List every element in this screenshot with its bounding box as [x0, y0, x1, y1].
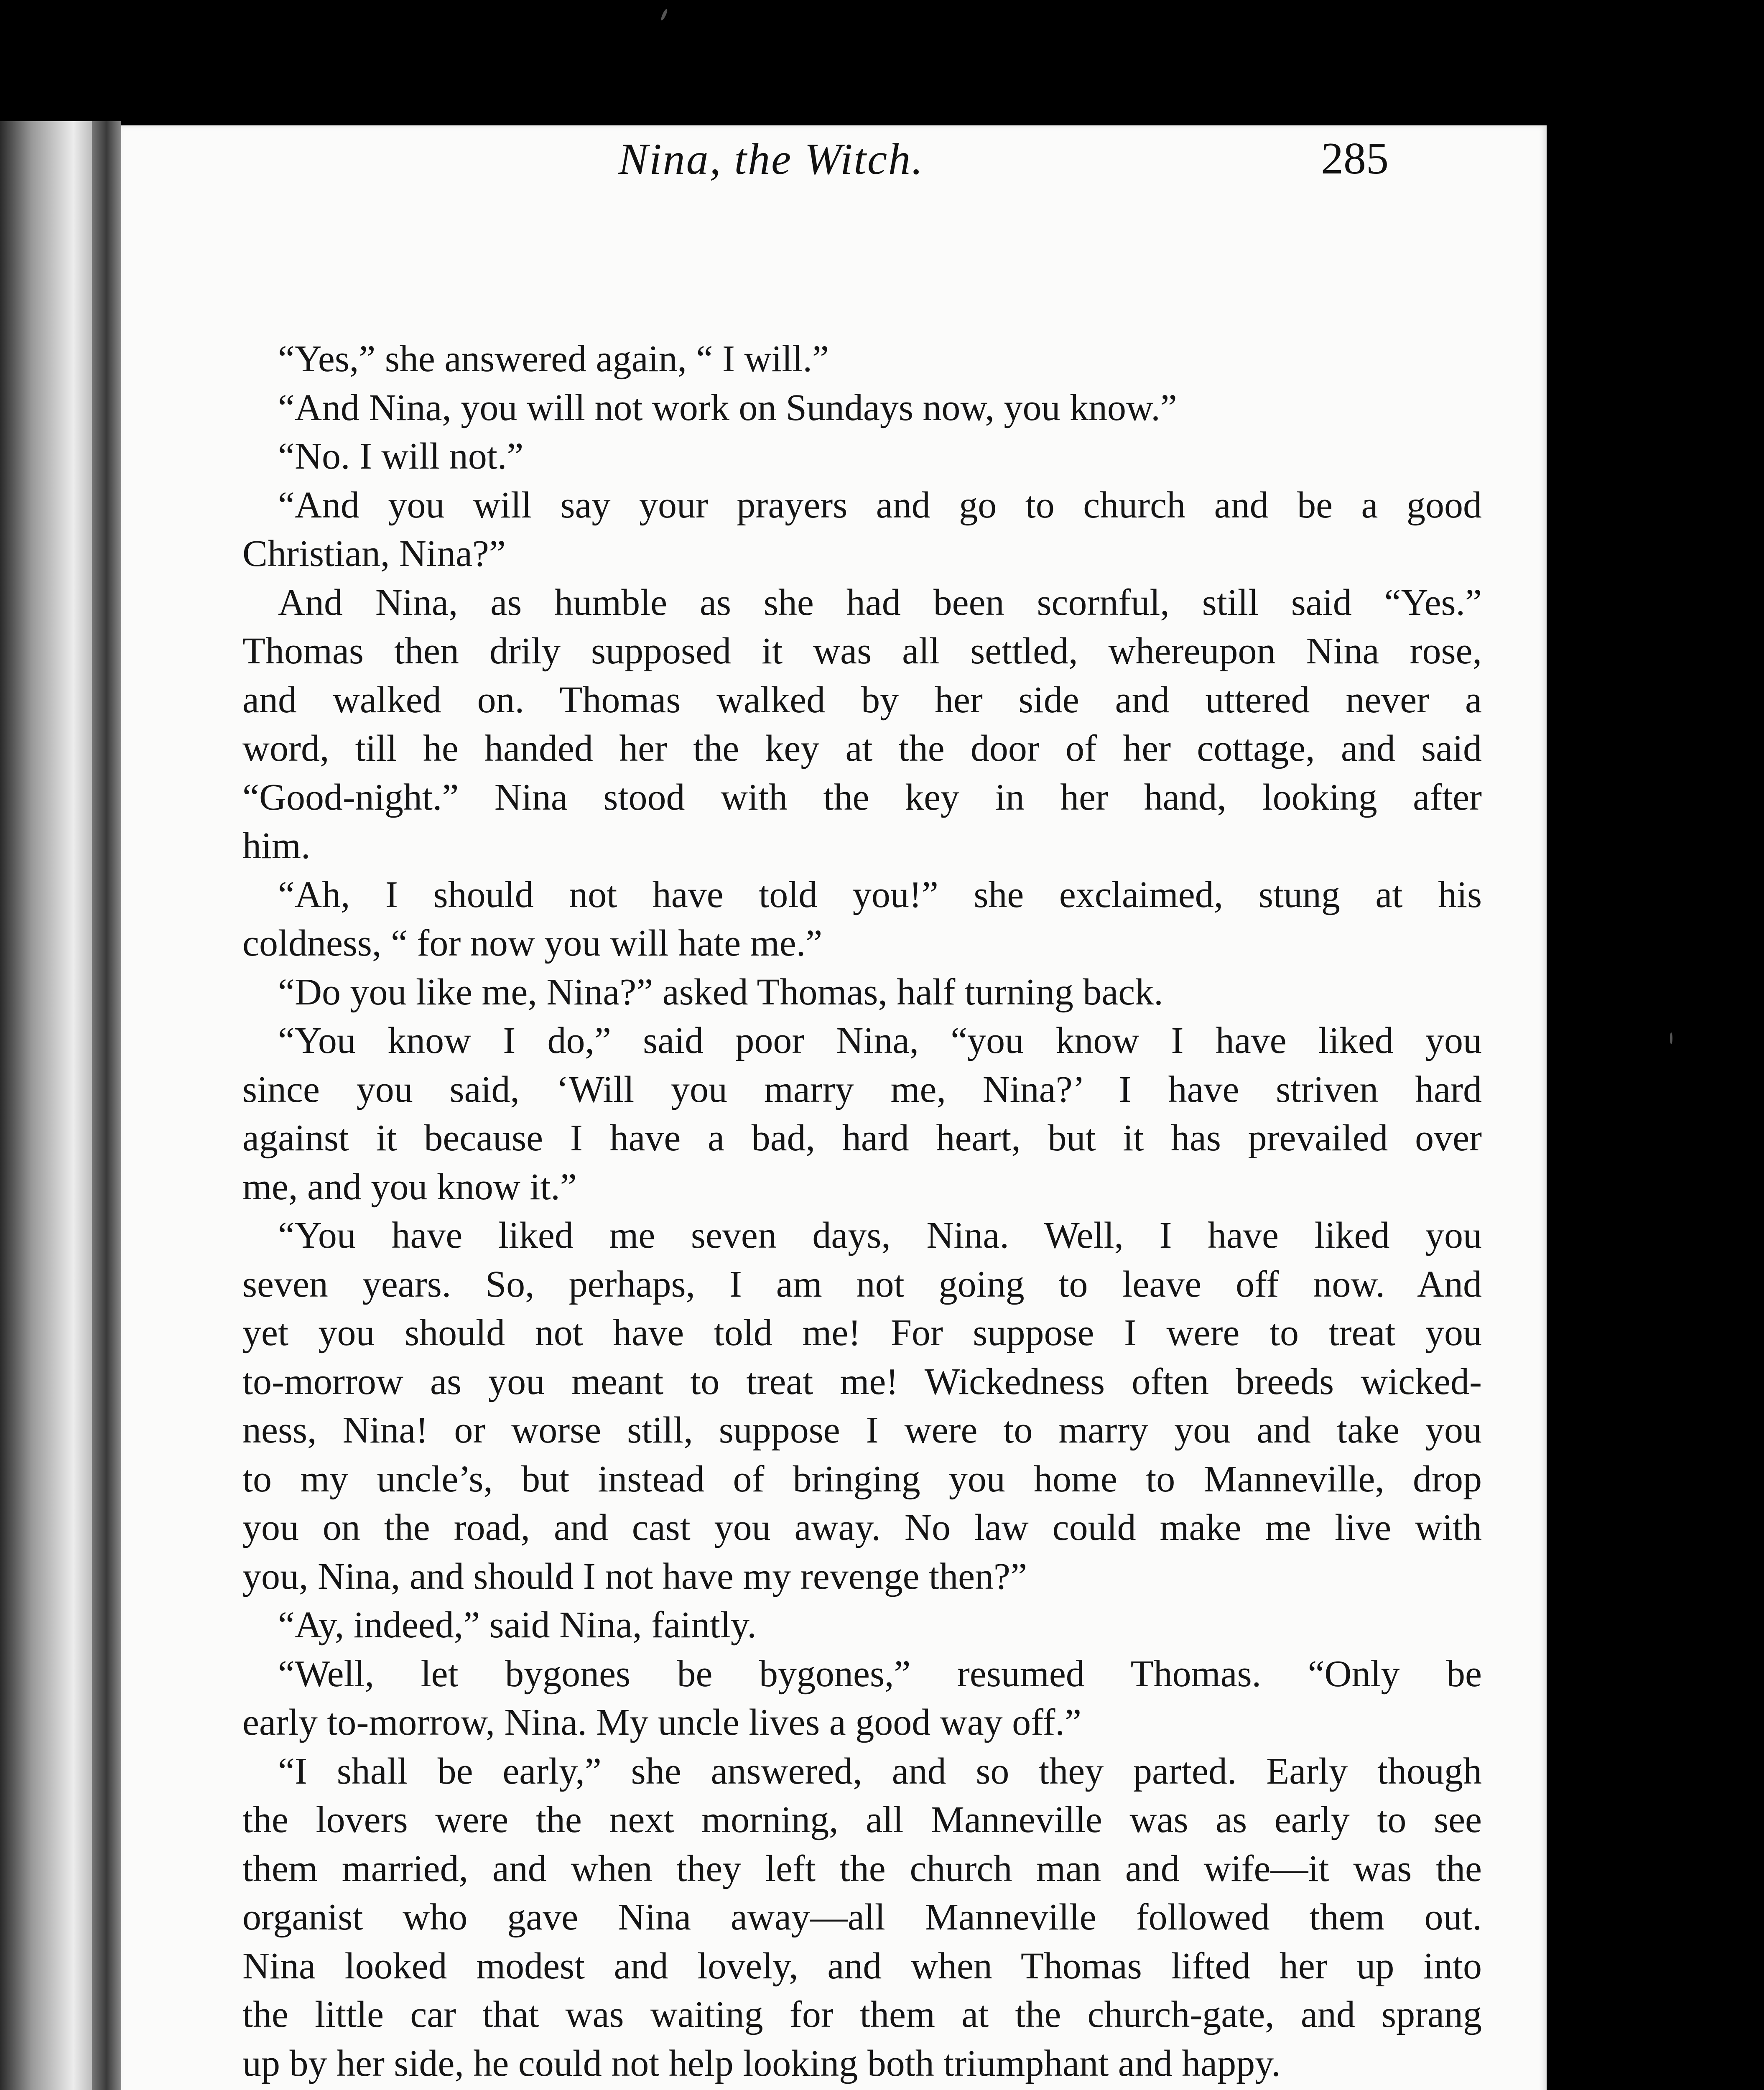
text-line: and walked on. Thomas walked by her side and uttered never a: [242, 679, 1482, 721]
adjacent-page-edge: [0, 121, 92, 2090]
text-line: “Yes,” she answered again, “ I will.”: [278, 338, 829, 380]
running-head-title: Nina, the Witch.: [618, 135, 924, 184]
text-line: up by her side, he could not help looking both triumphant and happy.: [242, 2042, 1281, 2084]
text-line: them married, and when they left the church man and wife—it was the: [242, 1848, 1482, 1889]
text-line: “Ay, indeed,” said Nina, faintly.: [278, 1604, 757, 1646]
text-line: ness, Nina! or worse still, suppose I were to marry you and take you: [242, 1409, 1482, 1451]
text-line: Christian, Nina?”: [242, 533, 506, 574]
text-line: “Ah, I should not have told you!” she exclaimed, stung at his: [278, 874, 1482, 915]
page-number: 285: [1321, 134, 1389, 184]
text-line: to-morrow as you meant to treat me! Wickedness often breeds wicked-: [242, 1361, 1482, 1402]
text-line: me, and you know it.”: [242, 1166, 577, 1208]
text-line: “I shall be early,” she answered, and so they parted. Early though: [278, 1750, 1482, 1792]
text-line: to my uncle’s, but instead of bringing you home to Manneville, drop: [242, 1458, 1482, 1500]
text-line: word, till he handed her the key at the door of her cottage, and said: [242, 728, 1482, 769]
text-line: organist who gave Nina away—all Manneville followed them out.: [242, 1896, 1482, 1938]
scan-speck: [660, 8, 668, 21]
text-line: Thomas then drily supposed it was all settled, whereupon Nina rose,: [242, 630, 1482, 672]
text-line: Nina looked modest and lovely, and when Thomas lifted her up into: [242, 1945, 1482, 1987]
text-line: seven years. So, perhaps, I am not going to leave off now. And: [242, 1263, 1482, 1305]
text-line: [242, 2087, 1482, 2090]
text-line: you, Nina, and should I not have my revenge then?”: [242, 1555, 1027, 1597]
text-line: you on the road, and cast you away. No law could make me live with: [242, 1507, 1482, 1548]
text-line: “Well, let bygones be bygones,” resumed Thomas. “Only be: [278, 1653, 1482, 1695]
text-line: “You know I do,” said poor Nina, “you know I have liked you: [278, 1020, 1482, 1061]
text-line: And Nina, as humble as she had been scornful, still said “Yes.”: [278, 581, 1482, 623]
text-line: him.: [242, 825, 311, 867]
text-line: yet you should not have told me! For suppose I were to treat you: [242, 1312, 1482, 1353]
scan-speck: [1670, 1032, 1672, 1044]
text-line: “You have liked me seven days, Nina. Well, I have liked you: [278, 1215, 1482, 1256]
text-line: coldness, “ for now you will hate me.”: [242, 923, 823, 964]
text-line: early to-morrow, Nina. My uncle lives a good way off.”: [242, 1702, 1081, 1743]
text-line: “And Nina, you will not work on Sundays now, you know.”: [278, 387, 1177, 428]
text-line: the lovers were the next morning, all Manneville was as early to see: [242, 1799, 1482, 1840]
text-line: since you said, ‘Will you marry me, Nina?’ I have striven hard: [242, 1068, 1482, 1110]
text-line: “No. I will not.”: [278, 436, 524, 477]
text-line: “Good-night.” Nina stood with the key in her hand, looking after: [242, 776, 1482, 818]
text-line: the little car that was waiting for them at the church-gate, and sprang: [242, 1994, 1482, 2035]
text-line: “And you will say your prayers and go to church and be a good: [278, 484, 1482, 526]
book-gutter: [92, 121, 121, 2090]
text-line: against it because I have a bad, hard heart, but it has prevailed over: [242, 1117, 1482, 1159]
text-line: “Do you like me, Nina?” asked Thomas, half turning back.: [278, 971, 1163, 1013]
